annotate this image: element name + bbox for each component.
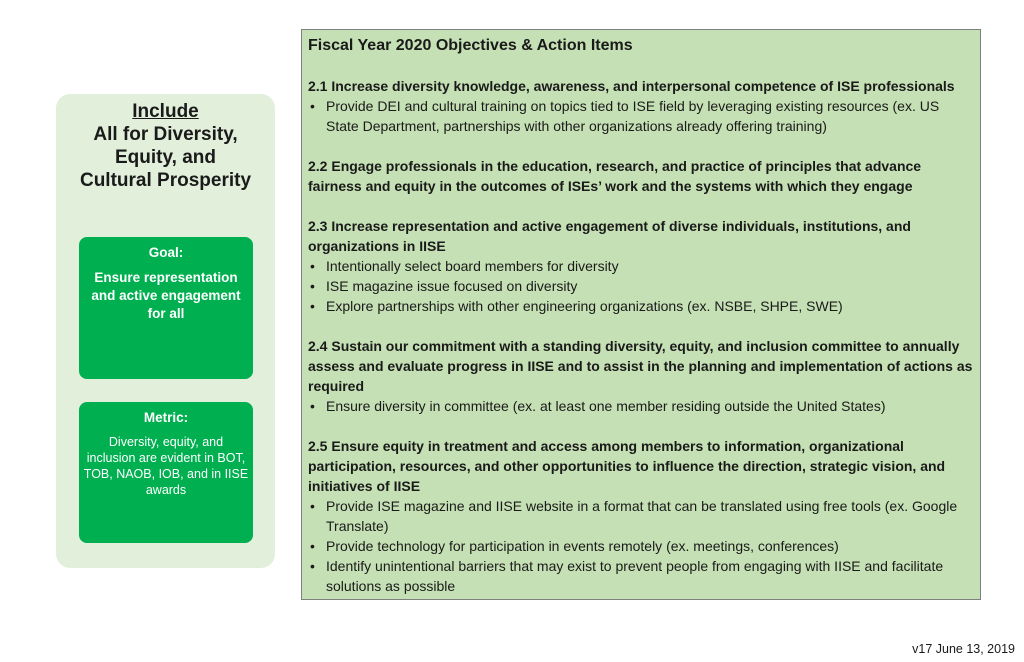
- action-item: • Ensure diversity in committee (ex. at least one member residing outside the United States): [308, 396, 974, 416]
- action-item: • Explore partnerships with other engineering organizations (ex. NSBE, SHPE, SWE): [308, 296, 974, 316]
- goal-box: [79, 237, 253, 379]
- pillar-title-line2: All for Diversity,: [93, 124, 238, 145]
- action-item: • Provide ISE magazine and IISE website in a format that can be translated using free tools (ex. Google Translate): [308, 496, 974, 536]
- action-item: • Identify unintentional barriers that may exist to prevent people from engaging with IISE and facilitate solutions as possible: [308, 556, 974, 596]
- objective-section: [308, 76, 974, 136]
- pillar-title: [56, 100, 275, 192]
- objective-heading: 2.5 Ensure equity in treatment and access among members to information, organizational participation, resources, and other opportunities to influence the direction, strategic vision, and initiatives of IISE: [308, 438, 946, 494]
- action-item-list: [308, 496, 974, 596]
- action-item-list: [308, 396, 974, 416]
- version-label: v17 June 13, 2019: [912, 642, 1015, 656]
- pillar-title-include: Include: [132, 101, 199, 122]
- objective-section: [308, 156, 974, 196]
- action-item: • Intentionally select board members for diversity: [308, 256, 974, 276]
- action-item-list: [308, 256, 974, 316]
- metric-box: [79, 402, 253, 543]
- objective-heading: 2.1 Increase diversity knowledge, awareness, and interpersonal competence of ISE professionals: [308, 78, 955, 94]
- objectives-sections: [308, 76, 974, 596]
- action-item: • ISE magazine issue focused on diversity: [308, 276, 974, 296]
- objectives-panel: [301, 29, 981, 600]
- action-item: • Provide DEI and cultural training on topics tied to ISE field by leveraging existing resources (ex. US State Department, partnerships with other organizations already offering training): [308, 96, 974, 136]
- objective-heading: 2.4 Sustain our commitment with a standing diversity, equity, and inclusion committee to annually assess and evaluate progress in IISE and to assist in the planning and implementation of actions as required: [308, 338, 973, 394]
- metric-text: Diversity, equity, and inclusion are evident in BOT, TOB, NAOB, IOB, and in IISE awards: [83, 435, 249, 497]
- objective-heading: 2.2 Engage professionals in the education, research, and practice of principles that advance fairness and equity in the outcomes of ISEs’ work and the systems with which they engage: [308, 158, 922, 194]
- objectives-title: Fiscal Year 2020 Objectives & Action Items: [308, 37, 633, 54]
- action-item-list: [308, 96, 974, 136]
- objective-section: [308, 336, 974, 416]
- goal-text: Ensure representation and active engagement for all: [91, 270, 241, 321]
- objective-section: [308, 216, 974, 316]
- action-item: • Provide technology for participation in events remotely (ex. meetings, conferences): [308, 536, 974, 556]
- metric-heading: Metric:: [143, 410, 189, 425]
- pillar-title-line4: Cultural Prosperity: [79, 170, 252, 191]
- goal-heading: Goal:: [148, 245, 184, 260]
- pillar-panel: [56, 94, 275, 568]
- pillar-title-line3: Equity, and: [115, 147, 216, 168]
- objective-section: [308, 436, 974, 596]
- objective-heading: 2.3 Increase representation and active engagement of diverse individuals, institutions, and organizations in IISE: [308, 218, 911, 254]
